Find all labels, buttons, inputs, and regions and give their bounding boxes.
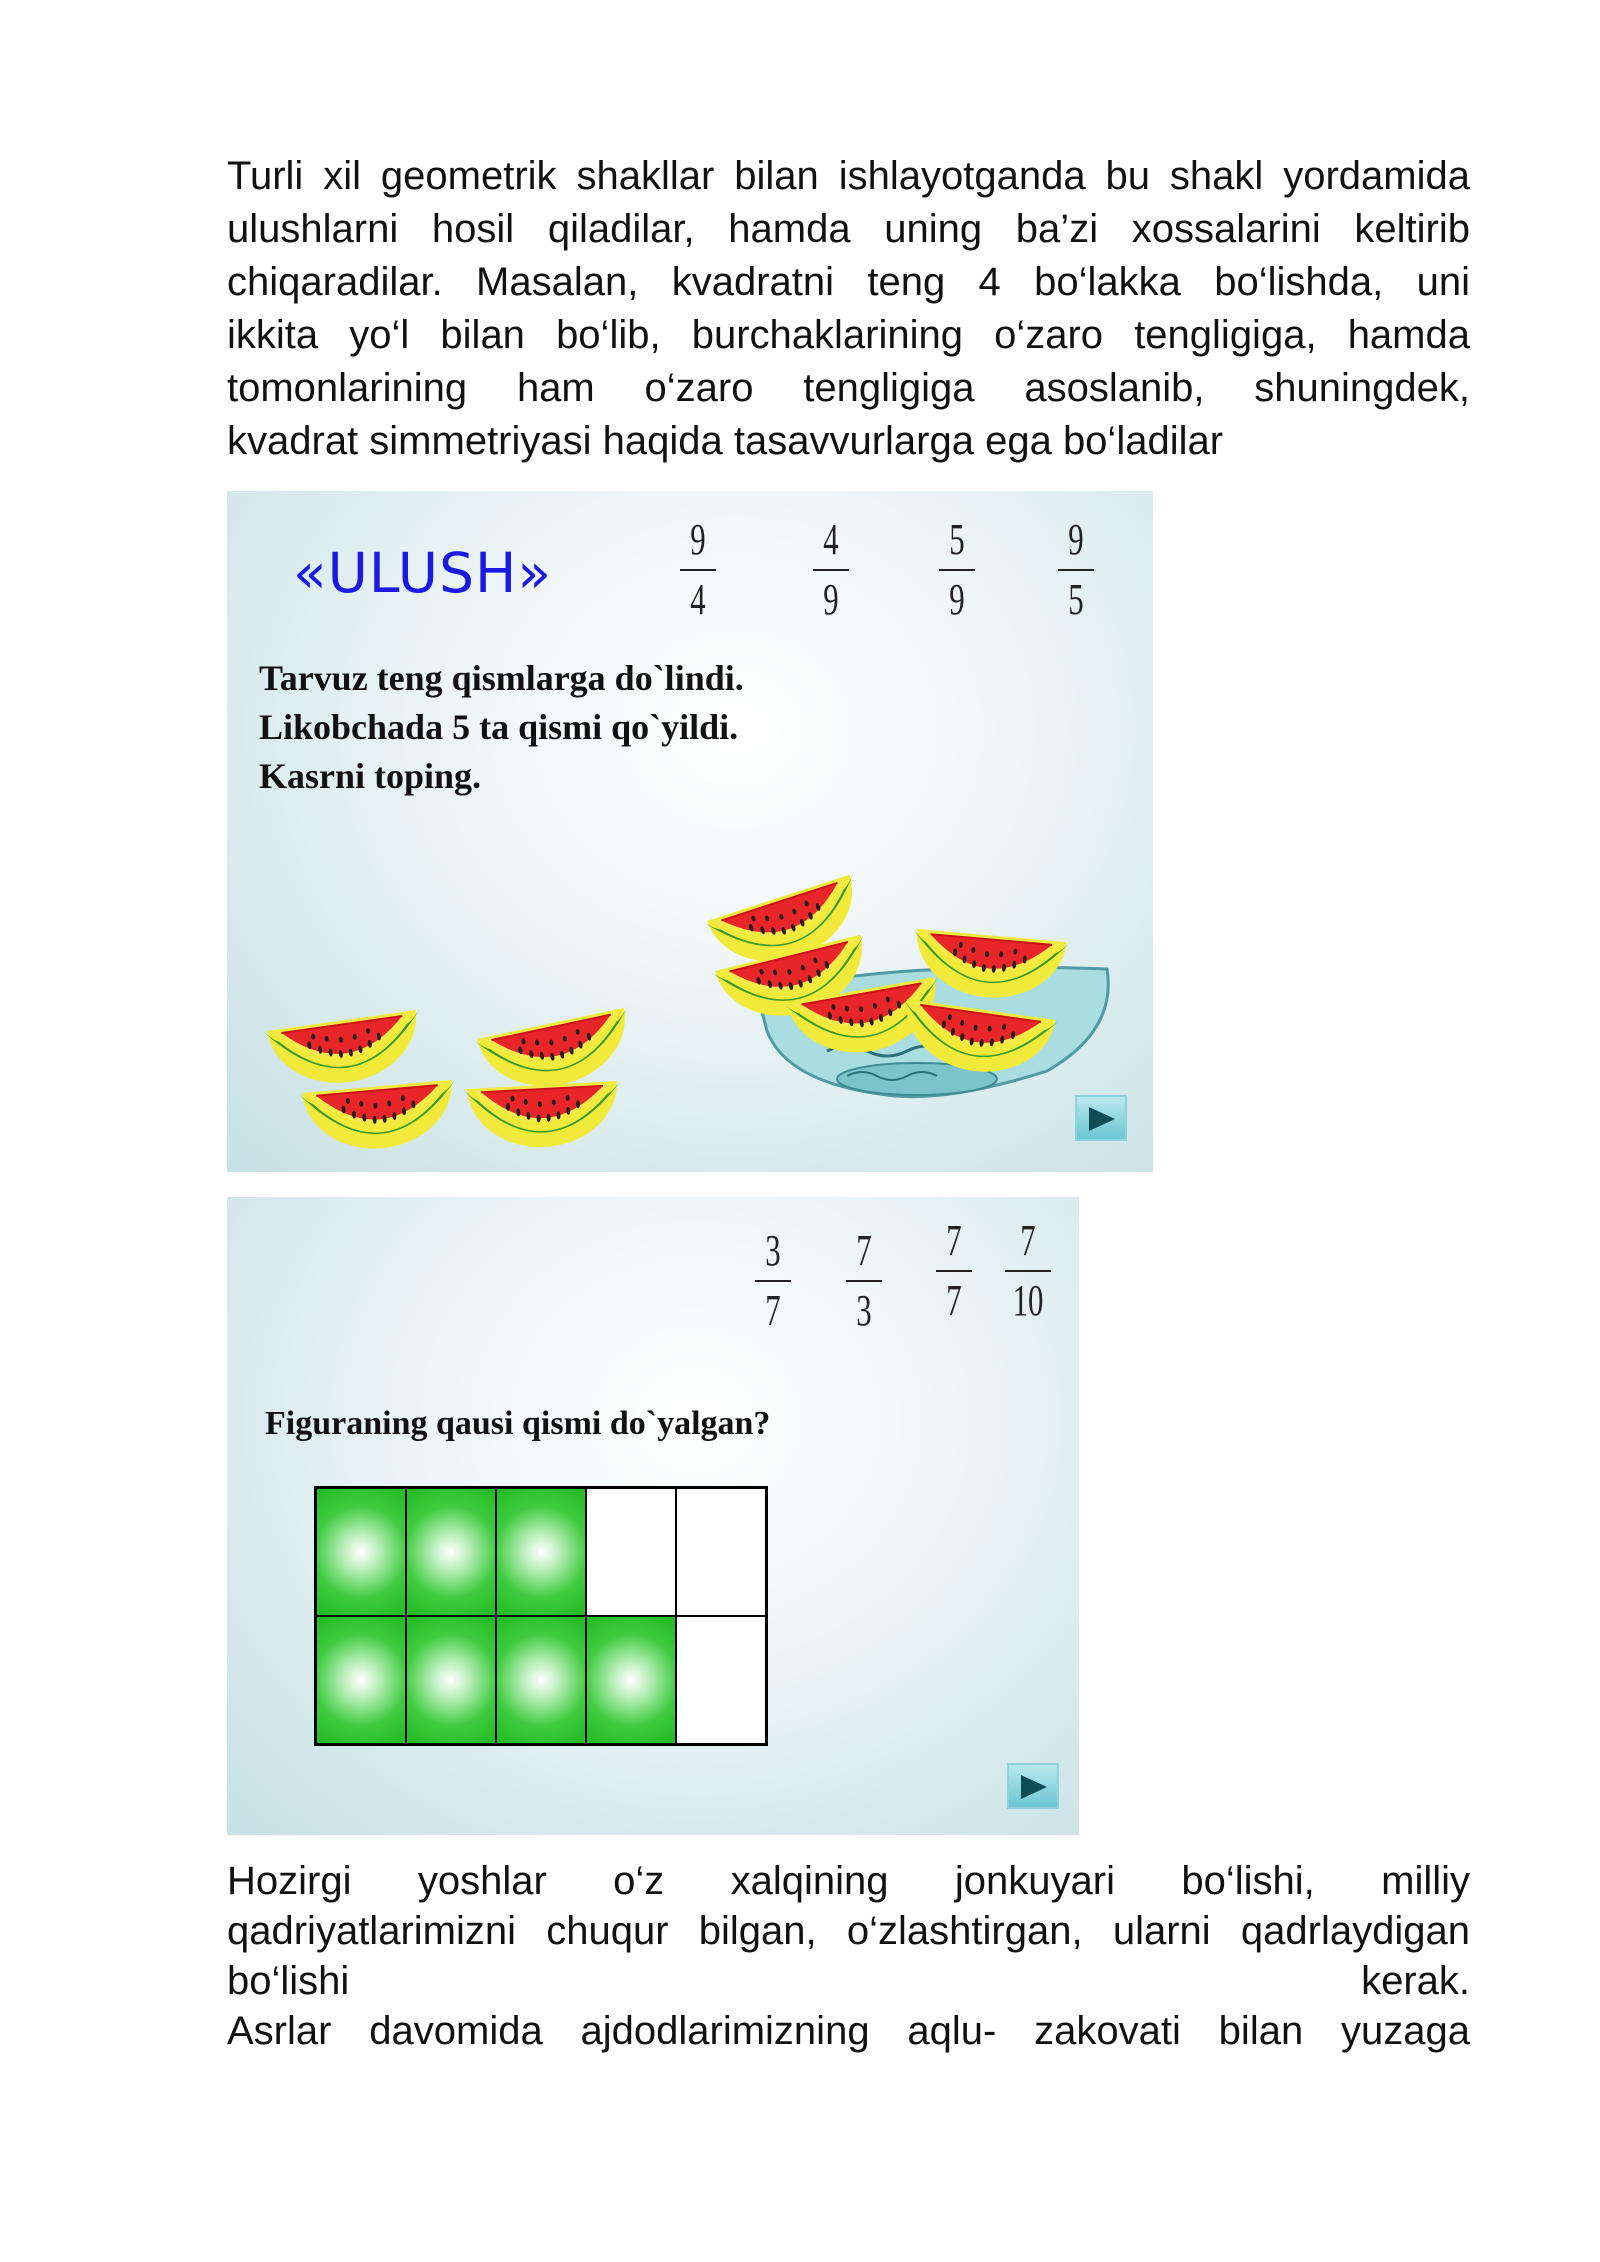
- fraction-bar: [936, 1270, 972, 1272]
- watermelon-slice-icon: [463, 1081, 624, 1151]
- fraction-denominator: 5: [1068, 575, 1084, 624]
- fraction-denominator: 4: [690, 575, 706, 624]
- grid-cell-empty: [676, 1488, 766, 1616]
- paragraph-line: qadriyatlarimizni chuqur bilgan, o‘zlashtirgan, ularni qadrlaydigan: [227, 1909, 1470, 1953]
- paragraph-line: Asrlar davomida ajdodlarimizning aqlu- zakovati bilan yuzaga: [227, 2009, 1470, 2053]
- paragraph-line: Turli xil geometrik shakllar bilan ishlayotganda bu shakl yordamida: [227, 154, 1470, 198]
- grid-cell-filled: [316, 1488, 406, 1616]
- fraction-option[interactable]: [993, 1214, 1063, 1328]
- fraction-bar: [755, 1280, 791, 1282]
- grid-cell-empty: [586, 1488, 676, 1616]
- fraction-grid: [314, 1486, 768, 1746]
- grid-cell-filled: [496, 1616, 586, 1744]
- grid-cell-filled: [406, 1616, 496, 1744]
- watermelon-illustration: [227, 491, 1153, 1172]
- task-line: Likobchada 5 ta qismi qo`yildi.: [259, 707, 739, 747]
- closing-paragraph: [227, 1856, 1470, 2056]
- grid-slide: [227, 1197, 1079, 1835]
- watermelon-slice-icon: [298, 1080, 461, 1156]
- grid-cell-empty: [676, 1616, 766, 1744]
- grid-cell-filled: [316, 1616, 406, 1744]
- fraction-denominator: 7: [765, 1286, 781, 1335]
- fraction-denominator: 9: [823, 575, 839, 624]
- fraction-numerator: 3: [765, 1226, 781, 1275]
- fraction-numerator: 7: [1020, 1216, 1036, 1265]
- fraction-numerator: 4: [823, 515, 839, 564]
- paragraph-line: ulushlarni hosil qiladilar, hamda uning ba’zi xossalarini keltirib: [227, 207, 1470, 251]
- fraction-numerator: 9: [690, 515, 706, 564]
- fraction-denominator: 7: [946, 1276, 962, 1325]
- fraction-bar: [846, 1280, 882, 1282]
- play-next-icon: [1019, 1773, 1049, 1801]
- grid-cell-filled: [496, 1488, 586, 1616]
- paragraph-line: ikkita yo‘l bilan bo‘lib, burchaklarining o‘zaro tengligiga, hamda: [227, 313, 1470, 357]
- watermelon-slide: [227, 491, 1153, 1172]
- fraction-option[interactable]: [924, 1214, 984, 1328]
- grid-cell-filled: [406, 1488, 496, 1616]
- paragraph-line: tomonlarining ham o‘zaro tengligiga asoslanib, shuningdek,: [227, 366, 1470, 410]
- watermelon-slice-icon: [263, 1010, 428, 1093]
- fraction-numerator: 9: [1068, 515, 1084, 564]
- slide-title: «ULUSH»: [293, 541, 552, 605]
- grid-cell-filled: [586, 1616, 676, 1744]
- task-line: Kasrni toping.: [259, 756, 482, 796]
- fraction-denominator: 3: [856, 1286, 872, 1335]
- fraction-denominator: 10: [1012, 1276, 1044, 1325]
- intro-paragraph: [227, 150, 1470, 468]
- play-next-icon: [1087, 1105, 1117, 1133]
- paragraph-line: kvadrat simmetriyasi haqida tasavvurlarga ega bo‘ladilar: [227, 419, 1224, 463]
- fraction-option[interactable]: [834, 1224, 894, 1338]
- fraction-option[interactable]: [743, 1224, 803, 1338]
- fraction-denominator: 9: [949, 575, 965, 624]
- paragraph-line: chiqaradilar. Masalan, kvadratni teng 4 bo‘lakka bo‘lishda, uni: [227, 260, 1470, 304]
- task-line: Tarvuz teng qismlarga do`lindi.: [259, 658, 744, 698]
- fraction-numerator: 7: [856, 1226, 872, 1275]
- paragraph-line: Hozirgi yoshlar o‘z xalqining jonkuyari bo‘lishi, milliy: [227, 1859, 1470, 1903]
- fraction-bar: [1005, 1270, 1051, 1272]
- next-slide-button[interactable]: [1007, 1763, 1059, 1809]
- paragraph-line: bo‘lishi kerak.: [227, 1959, 1470, 2003]
- next-slide-button[interactable]: [1075, 1095, 1127, 1141]
- question-text: Figuraning qausi qismi do`yalgan?: [265, 1405, 771, 1442]
- fraction-numerator: 7: [946, 1216, 962, 1265]
- fraction-numerator: 5: [949, 515, 965, 564]
